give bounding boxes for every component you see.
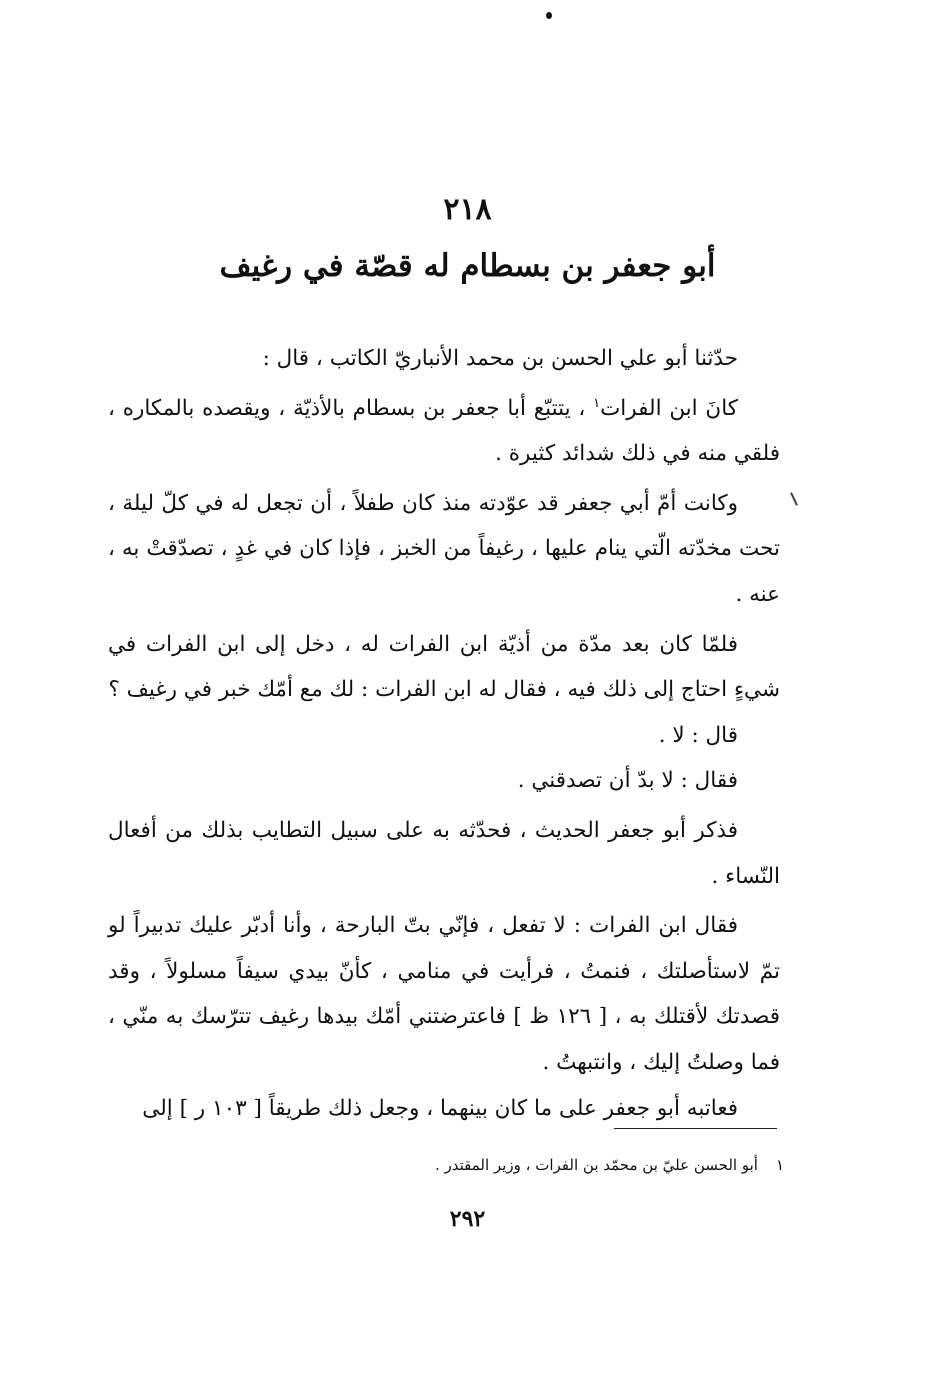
paragraph: حدّثنا أبو علي الحسن بن محمد الأنباريّ الكاتب ، قال :: [262, 346, 738, 371]
body-text: [108, 336, 780, 1131]
paragraph: فقال : لا بدّ أن تصدقني .: [517, 768, 738, 794]
paragraph: فلمّا كان بعد مدّة من أذيّة ابن الفرات له ، دخل إلى ابن الفرات في شيءٍ احتاج إلى ذلك فيه ، فقال له ابن الفرات : لك مع أمّك خبر في رغيف ؟: [108, 631, 780, 703]
footnote: [300, 1153, 784, 1177]
footnote-reference: ١: [593, 395, 601, 411]
margin-mark: [790, 492, 798, 506]
footnote-divider: [614, 1128, 777, 1129]
section-title: أبو جعفر بن بسطام له قصّة في رغيف: [219, 248, 716, 284]
section-number: ٢١٨: [443, 192, 492, 227]
paragraph: فذكر أبو جعفر الحديث ، فحدّثه به على سبيل التطايب بذلك من أفعال النّساء .: [108, 817, 780, 889]
page-number: ٢٩٢: [449, 1206, 486, 1232]
paragraph: فقال ابن الفرات : لا تفعل ، فإنّي بتّ البارحة ، وأنا أدبّر عليك تدبيراً لو تمّ لاستأصلتك ، فنمتُ ، فرأيت في منامي ، كأنّ بيدي سيفاً مسلولاً ، وقد قصدتك لأقتلك به ، [ ١٢٦ ظ ] فاعترضتني أمّك بيدها رغيف تترّسك به منّي ، فما وصلتُ إليك ، وانتبهتُ .: [108, 913, 780, 1075]
footnote-number: ١: [775, 1156, 784, 1174]
ink-dot: [546, 12, 552, 19]
paragraph: قال : لا .: [658, 722, 738, 748]
paragraph-start: كانَ ابن الفرات: [600, 395, 738, 421]
paragraph-rest: ، يتتبّع أبا جعفر بن بسطام بالأذيّة ، ويقصده بالمكاره ، فلقي منه في ذلك شدائد كثيرة .: [108, 395, 780, 467]
paragraph: فعاتبه أبو جعفر على ما كان بينهما ، وجعل ذلك طريقاً [ ١٠٣ ر ] إلى: [142, 1095, 738, 1121]
paragraph: [108, 386, 780, 477]
footnote-text: أبو الحسن عليّ بن محمّد بن الفرات ، وزير المقتدر .: [434, 1156, 758, 1174]
paragraph: وكانت أمّ أبي جعفر قد عوّدته منذ كان طفلاً ، أن تجعل له في كلّ ليلة ، تحت مخدّته الّتي ينام عليها ، رغيفاً من الخبز ، فإذا كان في غدٍ ، تصدّقتْ به ، عنه .: [108, 490, 780, 607]
